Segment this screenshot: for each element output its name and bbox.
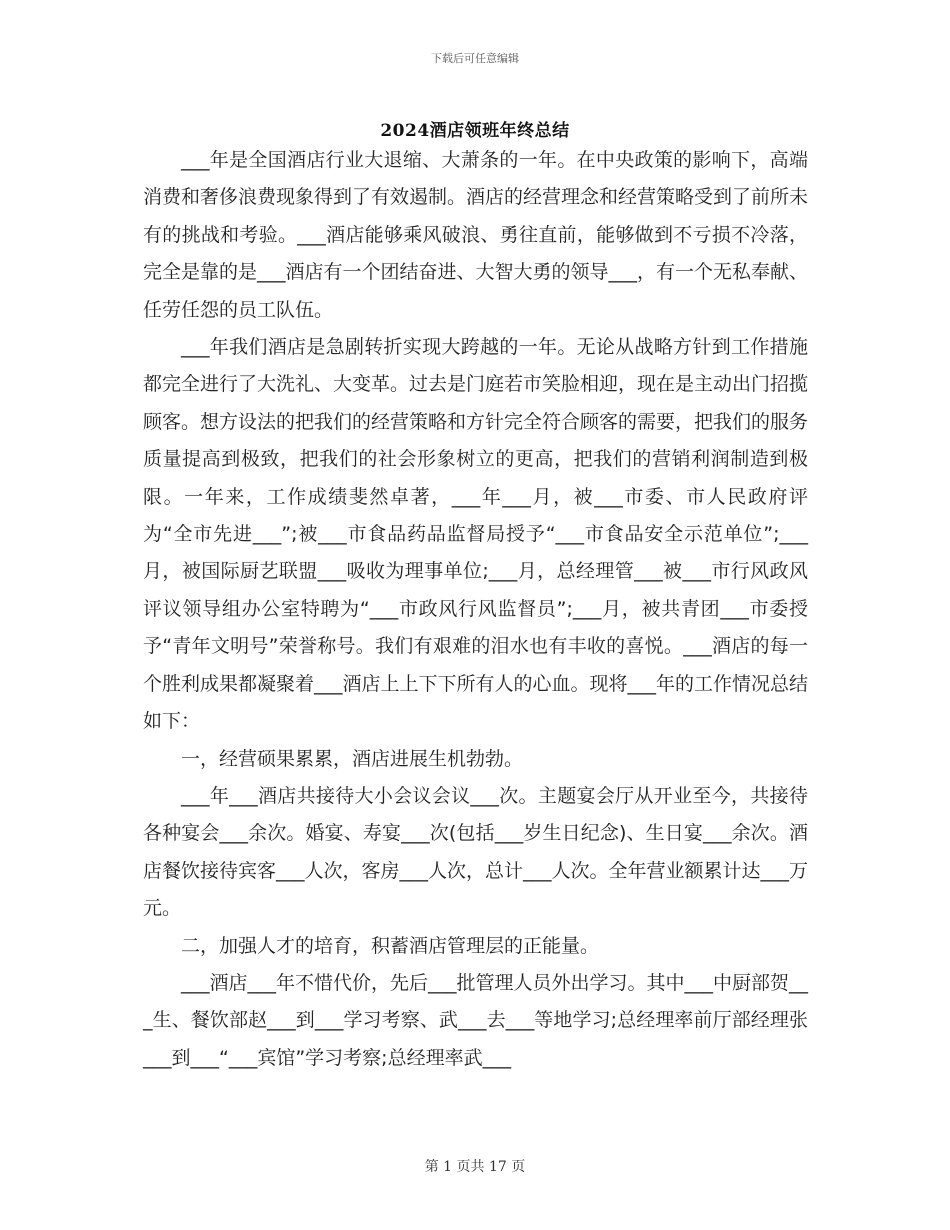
paragraph: ___酒店___年不惜代价，先后___批管理人员外出学习。其中___中厨部贺___生、餐饮部赵___到___学习考察、武___去___等地学习;总经理率前厅部经理张___到___“___宾馆”学习考察;总经理率武___ (143, 971, 809, 1069)
page-number: 第 1 页共 17 页 (424, 1159, 526, 1175)
paragraph: ___年我们酒店是急剧转折实现大跨越的一年。无论从战略方针到工作措施都完全进行了大洗礼、大变革。过去是门庭若市笑脸相迎，现在是主动出门招揽顾客。想方设法的把我们的经营策略和方针完全符合顾客的需要，把我们的服务质量提高到极致，把我们的社会形象树立的更高，把我们的营销利润制造到极限。一年来，工作成绩斐然卓著，___年___月，被___市委、市人民政府评为“全市先进___”;被___市食品药品监督局授予“___市食品安全示范单位”;___月，被国际厨艺联盟___吸收为理事单位;___月，总经理管___被___市行风政风评议领导组办公室特聘为“___市政风行风监督员”;___月，被共青团___市委授予“青年文明号”荣誉称号。我们有艰难的泪水也有丰收的喜悦。___酒店的每一个胜利成果都凝聚着___酒店上上下下所有人的心血。现将___年的工作情况总结如下： (143, 336, 809, 733)
paragraph: ___年___酒店共接待大小会议会议___次。主题宴会厅从开业至今，共接待各种宴会___余次。婚宴、寿宴___次(包括___岁生日纪念)、生日宴___余次。酒店餐饮接待宾客___人次，客房___人次，总计___人次。全年营业额累计达___万元。 (143, 784, 809, 920)
document-body (143, 142, 808, 1077)
header-note: 下载后可任意编辑 (431, 52, 519, 65)
paragraph: ___年是全国酒店行业大退缩、大萧条的一年。在中央政策的影响下，高端消费和奢侈浪费现象得到了有效遏制。酒店的经营理念和经营策略受到了前所未有的挑战和考验。___酒店能够乘风破浪、勇往直前，能够做到不亏损不冷落，完全是靠的是___酒店有一个团结奋进、大智大勇的领导___，有一个无私奉献、任劳任怨的员工队伍。 (143, 149, 809, 321)
section-heading: 一，经营硕果累累，酒店进展生机勃勃。 (181, 747, 524, 770)
document-title: 2024酒店领班年终总结 (380, 121, 570, 141)
section-heading: 二，加强人才的培育，积蓄酒店管理层的正能量。 (181, 934, 600, 957)
